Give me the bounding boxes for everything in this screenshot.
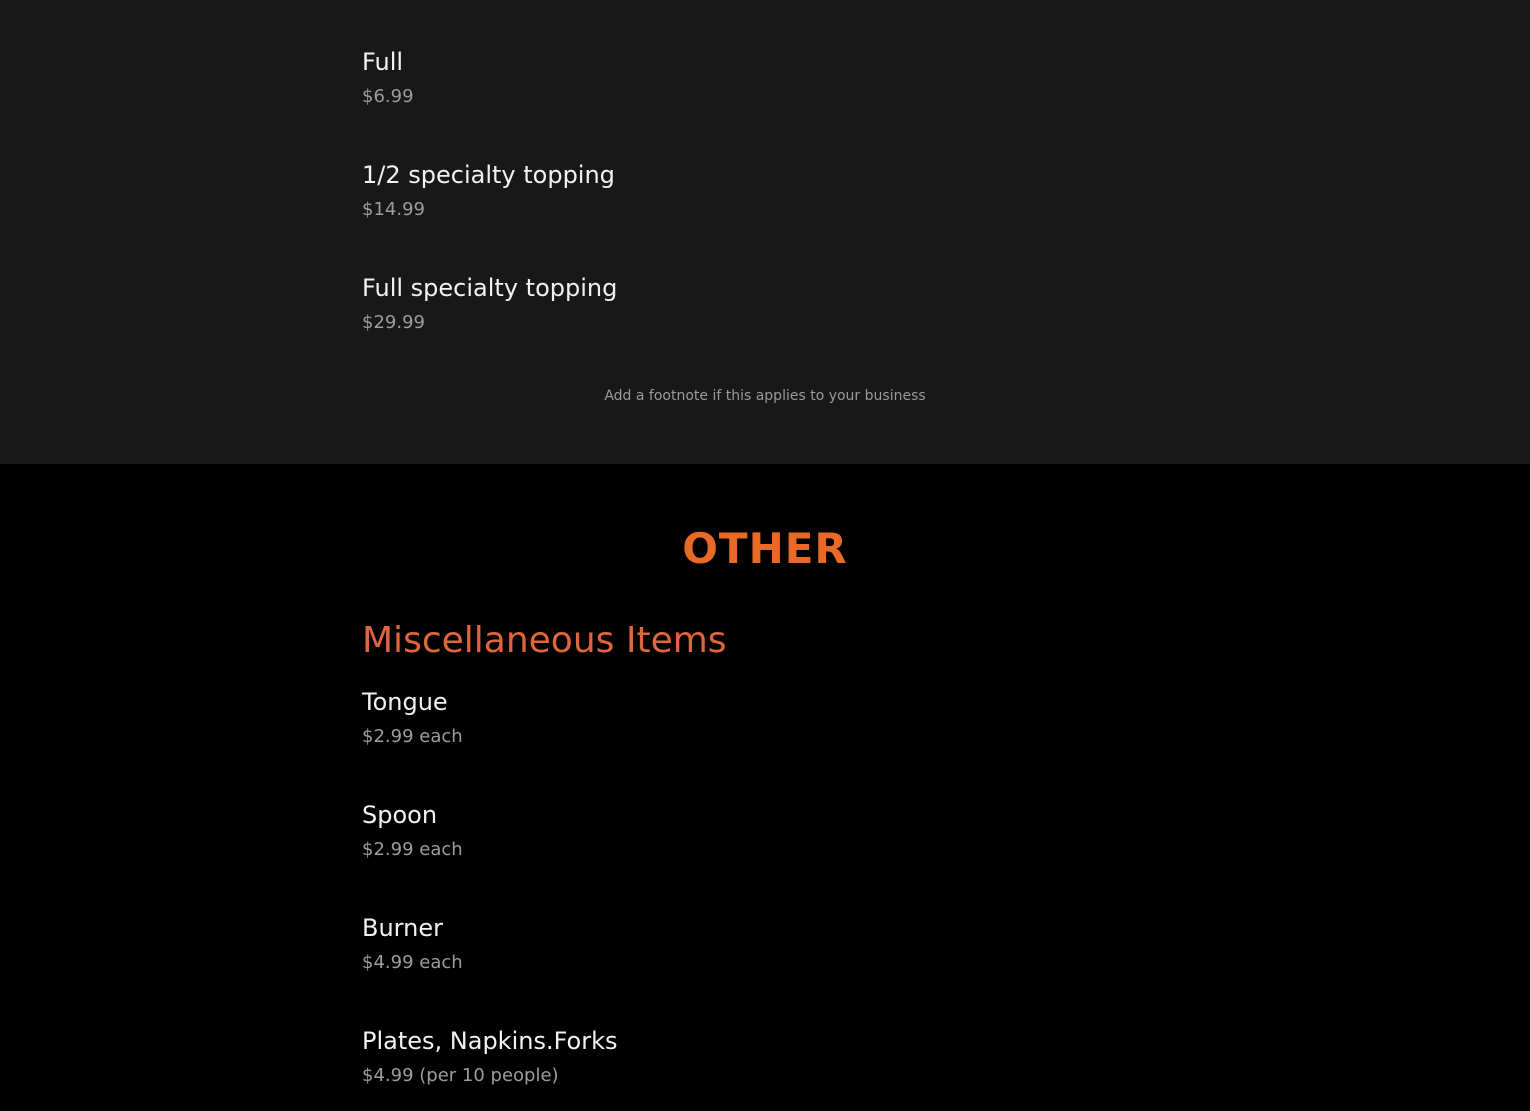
menu-item-name: Tongue <box>362 688 448 716</box>
menu-item-price: $4.99 each <box>362 952 463 973</box>
menu-item <box>362 913 1062 974</box>
menu-item-name: 1/2 specialty topping <box>362 161 615 189</box>
menu-item <box>362 160 1062 221</box>
menu-item <box>362 47 1062 108</box>
menu-item-name: Plates, Napkins.Forks <box>362 1027 618 1055</box>
menu-item <box>362 687 1062 748</box>
menu-item-price: $2.99 each <box>362 839 463 860</box>
menu-item-price: $14.99 <box>362 199 425 220</box>
menu-item <box>362 1026 1062 1087</box>
menu-item-price: $6.99 <box>362 86 414 107</box>
menu-item-name: Full <box>362 48 404 76</box>
section-heading: OTHER <box>682 524 848 573</box>
category-title: Miscellaneous Items <box>362 620 727 661</box>
menu-footnote: Add a footnote if this applies to your business <box>604 388 926 404</box>
menu-item-name: Burner <box>362 914 443 942</box>
menu-item-price: $2.99 each <box>362 726 463 747</box>
menu-item-name: Spoon <box>362 801 438 829</box>
menu-item-price: $4.99 (per 10 people) <box>362 1065 559 1086</box>
menu-item <box>362 273 1062 334</box>
menu-item <box>362 800 1062 861</box>
menu-item-price: $29.99 <box>362 312 425 333</box>
menu-section-previous <box>0 0 1530 464</box>
menu-item-name: Full specialty topping <box>362 274 618 302</box>
